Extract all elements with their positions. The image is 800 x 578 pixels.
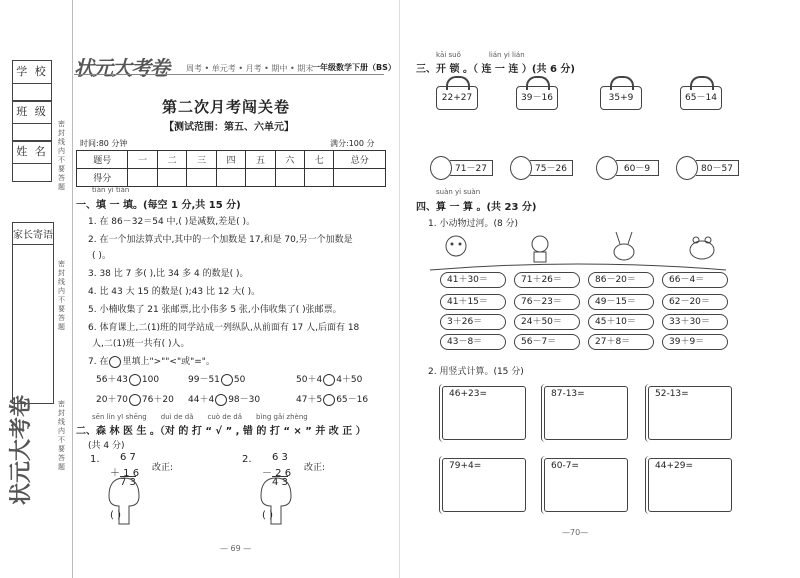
score-cell[interactable] <box>246 169 275 187</box>
card[interactable]: 39＋9＝ <box>662 334 728 350</box>
s2-p1-top: 6 7 <box>120 452 136 463</box>
s4-q1: 1. 小动物过河。(8 分) <box>428 219 519 229</box>
score-head: 六 <box>275 151 304 169</box>
frog-icon <box>690 237 714 259</box>
circle-icon <box>109 356 121 368</box>
card[interactable]: 62－20＝ <box>662 294 728 310</box>
s1-title: 一、填 一 填。(每空 1 分,共 15 分) <box>76 200 241 211</box>
lock-3[interactable]: 35+9 <box>600 86 642 110</box>
cmp-right: 98－30 <box>228 395 261 405</box>
s3-title: 三、开 锁 。（ 连 一 连 ）(共 6 分) <box>416 64 575 75</box>
score-head: 五 <box>246 151 275 169</box>
s2-p1-op: ＋ 1 6 <box>110 468 140 479</box>
cmp-right: 65－16 <box>336 395 369 405</box>
s1-q7-lead: 7. 在 <box>88 357 109 367</box>
calc-box[interactable]: 87-13= <box>544 386 628 440</box>
score-head: 七 <box>305 151 334 169</box>
card[interactable]: 33＋30＝ <box>662 314 728 330</box>
full-score: 满分:100 分 <box>330 139 375 148</box>
calc-box[interactable]: 79+4= <box>442 458 526 512</box>
score-head: 三 <box>187 151 216 169</box>
s2-pinyin: sēn lín yī shēng duì de dǎ cuò de dǎ bìng gǎi zhèng <box>92 413 308 421</box>
cmp-1 <box>96 372 159 386</box>
key-icon <box>430 156 452 180</box>
s4-pinyin: suàn yi suàn <box>436 188 481 196</box>
s2-p1-res: 7 3 <box>120 477 136 488</box>
right-page <box>400 0 800 578</box>
score-cell[interactable] <box>216 169 245 187</box>
key-label: 75－26 <box>530 160 573 176</box>
cmp-right: 4＋50 <box>336 375 363 385</box>
key-label: 60－9 <box>616 160 659 176</box>
key-icon <box>596 156 618 180</box>
s2-p2-op: － 2 6 <box>262 468 292 479</box>
s1-q3: 3. 38 比 7 多( ),比 34 多 4 的数是( )。 <box>88 269 249 279</box>
s2-title: 二、森 林 医 生 。（对 的 打 “ √ ” , 错 的 打 “ × ” 并 改 正 ） <box>76 426 366 437</box>
score-head: 总分 <box>334 151 386 169</box>
score-label: 得分 <box>77 169 128 187</box>
s1-q7-tail: 里填上">""<"或"="。 <box>122 357 215 367</box>
dog-icon <box>446 236 466 256</box>
seal-note-3: 密封线内不要答题 <box>58 400 65 471</box>
exam-range: 【测试范围：第五、六单元】 <box>164 122 294 133</box>
time-limit: 时间:80 分钟 <box>80 139 128 148</box>
info-strip <box>0 0 73 578</box>
cmp-6 <box>296 392 368 406</box>
parent-comment-box[interactable] <box>12 222 54 404</box>
key-3[interactable] <box>596 160 660 176</box>
card[interactable]: 41＋30＝ <box>440 272 506 288</box>
card[interactable]: 56－7＝ <box>514 334 580 350</box>
card[interactable]: 86－20＝ <box>588 272 654 288</box>
name-label: 姓 名 <box>12 140 52 164</box>
score-head: 一 <box>128 151 157 169</box>
cmp-left: 44＋4 <box>188 395 215 405</box>
calc-box[interactable]: 44+29= <box>648 458 732 512</box>
answer-circle[interactable] <box>323 394 335 406</box>
cmp-left: 56＋43 <box>96 375 128 385</box>
calc-box[interactable]: 46+23= <box>442 386 526 440</box>
card[interactable]: 45＋10＝ <box>588 314 654 330</box>
cmp-3 <box>296 372 362 386</box>
s2-p2-judge[interactable]: ( ) <box>262 510 273 521</box>
s1-q5: 5. 小楠收集了 21 张邮票,比小伟多 5 张,小伟收集了( )张邮票。 <box>88 305 342 315</box>
exam-tags: 周考 • 单元考 • 月考 • 期中 • 期末 <box>186 64 314 73</box>
s2-p1-judge[interactable]: ( ) <box>110 510 121 521</box>
score-cell[interactable] <box>187 169 216 187</box>
s2-p1-no: 1. <box>90 454 100 465</box>
key-label: 80－57 <box>696 160 739 176</box>
card[interactable]: 71＋26＝ <box>514 272 580 288</box>
card[interactable]: 49－15＝ <box>588 294 654 310</box>
key-1[interactable] <box>430 160 494 176</box>
key-label: 71－27 <box>450 160 493 176</box>
monkey-icon <box>532 236 548 262</box>
cmp-left: 50＋4 <box>296 375 323 385</box>
rabbit-icon <box>614 232 634 260</box>
s2-p2-top: 6 3 <box>272 452 288 463</box>
s3-pinyin: kāi suǒ lián yi lián <box>436 51 525 59</box>
answer-circle[interactable] <box>323 374 335 386</box>
card[interactable]: 27＋8＝ <box>588 334 654 350</box>
answer-circle[interactable] <box>129 374 141 386</box>
name-field[interactable] <box>12 163 52 182</box>
cmp-left: 20＋70 <box>96 395 128 405</box>
score-head: 四 <box>216 151 245 169</box>
score-cell[interactable] <box>128 169 157 187</box>
s1-q2b: ( )。 <box>92 251 111 261</box>
score-cell[interactable] <box>275 169 304 187</box>
cmp-right: 76＋20 <box>141 395 174 405</box>
class-label: 班 级 <box>12 100 52 124</box>
s1-pinyin: tián yi tián <box>92 186 130 194</box>
score-table <box>76 150 386 187</box>
score-head: 题号 <box>77 151 128 169</box>
cmp-right: 100 <box>141 375 160 385</box>
key-icon <box>676 156 698 180</box>
cmp-left: 47＋5 <box>296 395 323 405</box>
key-icon <box>510 156 532 180</box>
vertical-logo <box>9 394 68 515</box>
card[interactable]: 66－4＝ <box>662 272 728 288</box>
cmp-2 <box>188 372 245 386</box>
page-number-right: —70— <box>562 528 589 537</box>
seal-note-1: 密封线内不要答题 <box>58 120 65 191</box>
lock-2[interactable]: 39－16 <box>516 86 558 110</box>
svg-text:状元大考卷: 状元大考卷 <box>9 394 34 505</box>
s2-p2-fix: 改正: <box>304 463 326 473</box>
score-cell[interactable] <box>334 169 386 187</box>
parent-comment-label: 家长寄语 <box>13 223 53 245</box>
card[interactable]: 76－23＝ <box>514 294 580 310</box>
cmp-4 <box>96 392 174 406</box>
key-2[interactable] <box>510 160 574 176</box>
brand-logo: 状元大考卷 <box>74 56 169 80</box>
card[interactable]: 43－8＝ <box>440 334 506 350</box>
lock-1[interactable]: 22+27 <box>436 86 478 110</box>
answer-circle[interactable] <box>129 394 141 406</box>
key-4[interactable] <box>676 160 740 176</box>
s1-q4: 4. 比 43 大 15 的数是( );43 比 12 大( )。 <box>88 287 261 297</box>
exam-title: 第二次月考闯关卷 <box>162 98 291 116</box>
score-head: 二 <box>157 151 186 169</box>
s1-q6b: 人,二(1)班一共有( )人。 <box>92 339 190 349</box>
answer-circle[interactable] <box>221 374 233 386</box>
s1-q7 <box>88 354 215 368</box>
card[interactable]: 41＋15＝ <box>440 294 506 310</box>
score-cell[interactable] <box>305 169 334 187</box>
s1-q6a: 6. 体育课上,二(1)班的同学站成一列纵队,从前面有 17 人,后面有 18 <box>88 323 360 333</box>
cmp-5 <box>188 392 260 406</box>
s1-q1: 1. 在 86－32＝54 中,( )是减数,差是( )。 <box>88 217 256 227</box>
calc-box[interactable]: 52-13= <box>648 386 732 440</box>
s2-p2-res: 4 3 <box>272 477 288 488</box>
s4-title: 四、算 一 算 。(共 23 分) <box>416 202 537 213</box>
animal-row <box>440 230 740 264</box>
calc-box[interactable]: 60-7= <box>544 458 628 512</box>
school-label: 学 校 <box>12 60 52 84</box>
lock-4[interactable]: 65－14 <box>680 86 722 110</box>
s2-p1-fix: 改正: <box>152 463 174 473</box>
seal-note-2: 密封线内不要答题 <box>58 260 65 331</box>
s2-p2-no: 2. <box>242 454 252 465</box>
card[interactable]: 24＋50＝ <box>514 314 580 330</box>
header-rule <box>74 74 384 75</box>
s1-q2a: 2. 在一个加法算式中,其中的一个加数是 17,和是 70,另一个加数是 <box>88 235 353 245</box>
card[interactable]: 3＋26＝ <box>440 314 506 330</box>
s4-q2: 2. 用竖式计算。(15 分) <box>428 367 524 377</box>
cmp-right: 50 <box>233 375 246 385</box>
answer-circle[interactable] <box>215 394 227 406</box>
cmp-left: 99－51 <box>188 375 220 385</box>
score-cell[interactable] <box>157 169 186 187</box>
page-number-left: — 69 — <box>220 544 252 553</box>
s2-points: (共 4 分) <box>88 441 125 451</box>
grade-label: 一年级数学下册（BS） <box>312 63 396 72</box>
